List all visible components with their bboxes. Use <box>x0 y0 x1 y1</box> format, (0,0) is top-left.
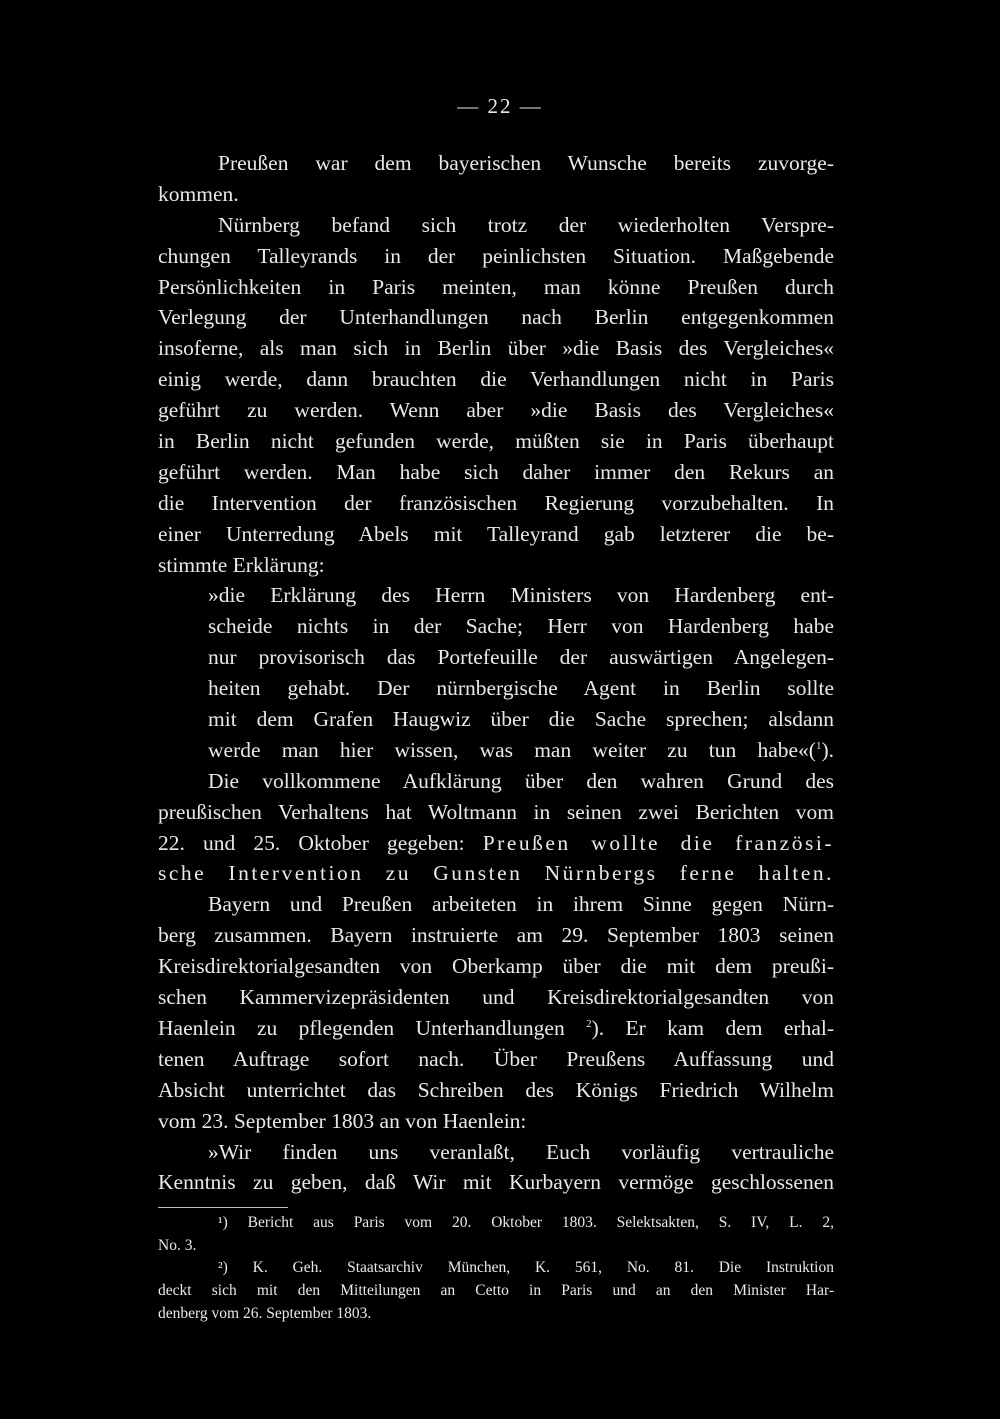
quote-text: werde man hier wissen, was man weiter zu tun habe« <box>208 737 809 762</box>
text-line: Kreisdirektorialgesandten von Oberkamp über die mit dem preußi- <box>158 954 834 979</box>
footnotes <box>158 1212 834 1325</box>
text-line: einer Unterredung Abels mit Talleyrand gab letzterer die be- <box>158 521 834 546</box>
spaced-emphasis: Preußen wollte die französi- <box>482 830 834 855</box>
text-line: Verlegung der Unterhandlungen nach Berlin entgegenkommen <box>158 305 834 330</box>
text-line: berg zusammen. Bayern instruierte am 29. September 1803 seinen <box>158 923 834 948</box>
footnote-line: denberg vom 26. September 1803. <box>158 1304 372 1322</box>
text-line: in Berlin nicht gefunden werde, müßten sie in Paris überhaupt <box>158 429 834 454</box>
quote-line: »Wir finden uns veranlaßt, Euch vorläufig vertrauliche <box>208 1139 834 1164</box>
text-line: geführt zu werden. Wenn aber »die Basis des Vergleiches« <box>158 398 834 423</box>
text-line: chungen Talleyrands in der peinlichsten Situation. Maßgebende <box>158 243 834 268</box>
text-line: die Intervention der französischen Regierung vorzubehalten. In <box>158 490 834 515</box>
text-segment: ). Er kam dem erhal- <box>591 1015 834 1040</box>
body-text <box>158 148 834 1198</box>
quote-line: nur provisorisch das Portefeuille der auswärtigen Angelegen- <box>208 645 834 670</box>
text-line: schen Kammervizepräsidenten und Kreisdirektorialgesandten von <box>158 985 834 1010</box>
footnote-line: No. 3. <box>158 1236 197 1254</box>
page-number: — 22 — <box>457 94 543 118</box>
text-segment: 22. und 25. Oktober gegeben: <box>158 830 483 855</box>
quote-line <box>158 735 834 766</box>
text-line: stimmte Erklärung: <box>158 552 325 577</box>
text-line: Nürnberg befand sich trotz der wiederholten Verspre- <box>218 212 834 237</box>
quote-line: »die Erklärung des Herrn Ministers von Hardenberg ent- <box>208 583 834 608</box>
footnote-ref-open: ( <box>808 737 816 762</box>
text-line: Die vollkommene Aufklärung über den wahren Grund des <box>208 768 834 793</box>
spaced-emphasis-line: sche Intervention zu Gunsten Nürnbergs ferne halten. <box>158 861 834 886</box>
quote-line: scheide nichts in der Sache; Herr von Hardenberg habe <box>208 614 834 639</box>
text-line: vom 23. September 1803 an von Haenlein: <box>158 1108 527 1133</box>
text-line: einig werde, dann brauchten die Verhandlungen nicht in Paris <box>158 367 834 392</box>
footnote-ref-close: ). <box>821 737 834 762</box>
footnote-line: deckt sich mit den Mitteilungen an Cetto in Paris und an den Minister Har- <box>158 1282 834 1300</box>
text-line: Kenntnis zu geben, daß Wir mit Kurbayern vermöge geschlossenen <box>158 1170 834 1195</box>
text-segment: Haenlein zu pflegenden Unterhandlungen <box>158 1015 587 1040</box>
text-line: kommen. <box>158 181 239 206</box>
quote-line: heiten gehabt. Der nürnbergische Agent in Berlin sollte <box>208 676 834 701</box>
text-line: tenen Auftrage sofort nach. Über Preußens Auffassung und <box>158 1046 834 1071</box>
footnote-line: ¹) Bericht aus Paris vom 20. Oktober 1803. Selektsakten, S. IV, L. 2, <box>218 1214 834 1231</box>
text-line <box>158 1013 834 1044</box>
footnote-ref-1: 1 <box>815 739 822 752</box>
text-line: Preußen war dem bayerischen Wunsche bereits zuvorge- <box>218 151 834 175</box>
footnote-line: ²) K. Geh. Staatsarchiv München, K. 561, No. 81. Die Instruktion <box>218 1259 834 1277</box>
text-line: Persönlichkeiten in Paris meinten, man könne Preußen durch <box>158 274 834 299</box>
text-line: Bayern und Preußen arbeiteten in ihrem Sinne gegen Nürn- <box>208 892 834 917</box>
footnote-divider <box>158 1207 288 1208</box>
text-line: preußischen Verhaltens hat Woltmann in seinen zwei Berichten vom <box>158 799 834 824</box>
text-line: insoferne, als man sich in Berlin über »die Basis des Vergleiches« <box>158 336 834 361</box>
text-line <box>158 828 834 859</box>
footnote-ref-2: 2 <box>586 1017 592 1030</box>
quote-line: mit dem Grafen Haugwiz über die Sache sprechen; alsdann <box>208 707 834 732</box>
text-line: Absicht unterrichtet das Schreiben des Königs Friedrich Wilhelm <box>158 1077 834 1102</box>
text-line: geführt werden. Man habe sich daher immer den Rekurs an <box>158 459 834 484</box>
